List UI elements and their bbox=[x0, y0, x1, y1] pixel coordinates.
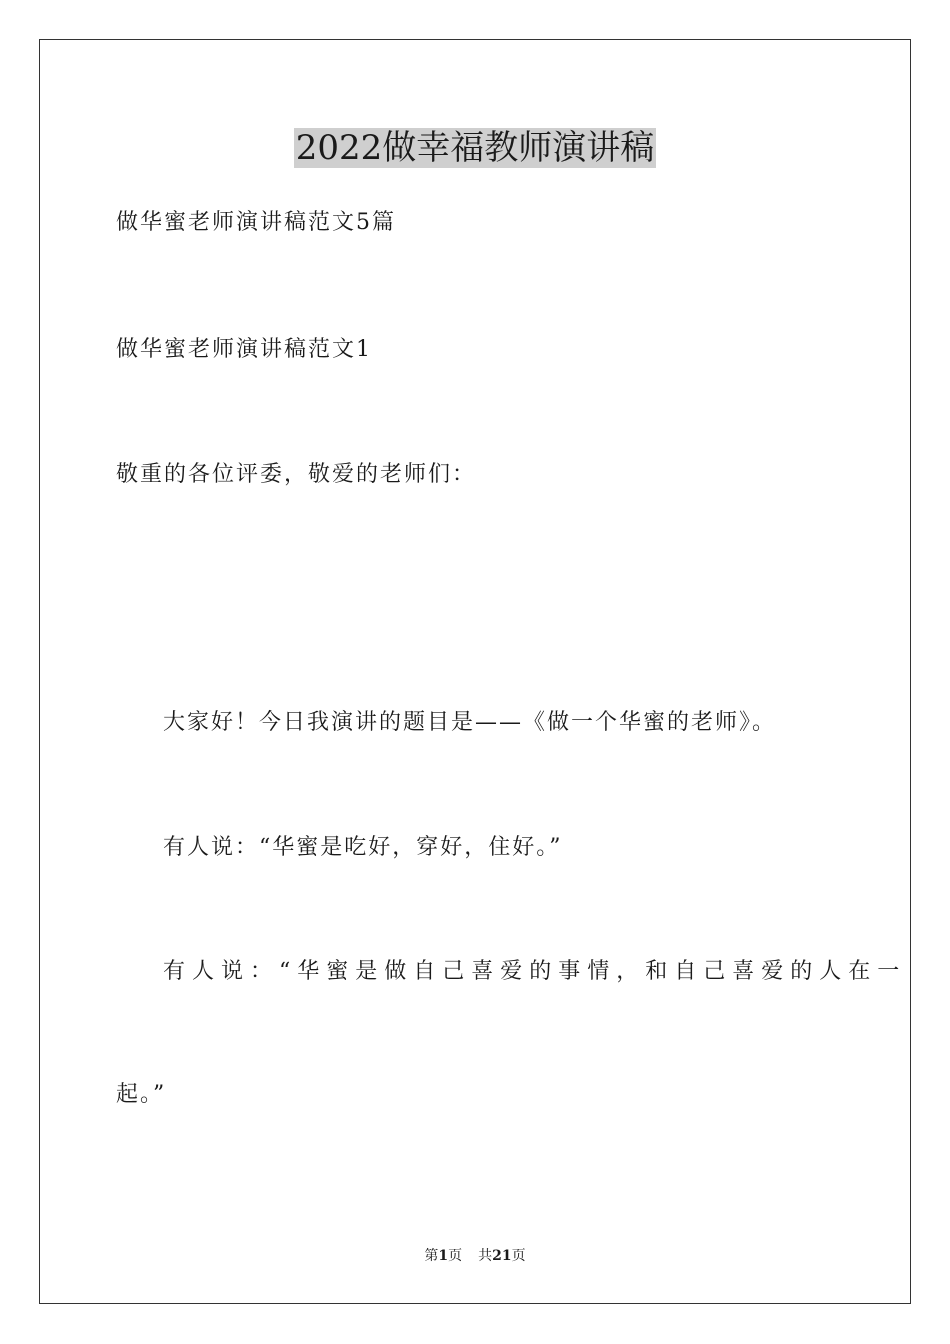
footer-page-prefix: 第 bbox=[424, 1248, 439, 1264]
footer-total-suffix: 页 bbox=[511, 1248, 526, 1264]
footer-total-pages: 21 bbox=[492, 1248, 512, 1264]
page-footer bbox=[0, 1246, 950, 1266]
footer-page-number: 1 bbox=[438, 1248, 449, 1264]
footer-page-suffix: 页 bbox=[448, 1248, 463, 1264]
paragraph-2: 做华蜜老师演讲稿范文1 bbox=[116, 337, 372, 362]
document-title-text: 2022做幸福教师演讲稿 bbox=[295, 128, 655, 168]
paragraph-7: 起。” bbox=[116, 1082, 167, 1107]
paragraph-5: 有人说：“华蜜是吃好，穿好，住好。” bbox=[163, 835, 563, 860]
paragraph-1: 做华蜜老师演讲稿范文5篇 bbox=[116, 210, 396, 235]
paragraph-4: 大家好！今日我演讲的题目是——《做一个华蜜的老师》。 bbox=[163, 710, 777, 735]
paragraph-3: 敬重的各位评委，敬爱的老师们： bbox=[116, 462, 477, 487]
document-title bbox=[0, 124, 950, 172]
paragraph-6: 有人说：“华蜜是做自己喜爱的事情，和自己喜爱的人在一 bbox=[163, 959, 907, 984]
footer-total-prefix: 共 bbox=[478, 1248, 493, 1264]
